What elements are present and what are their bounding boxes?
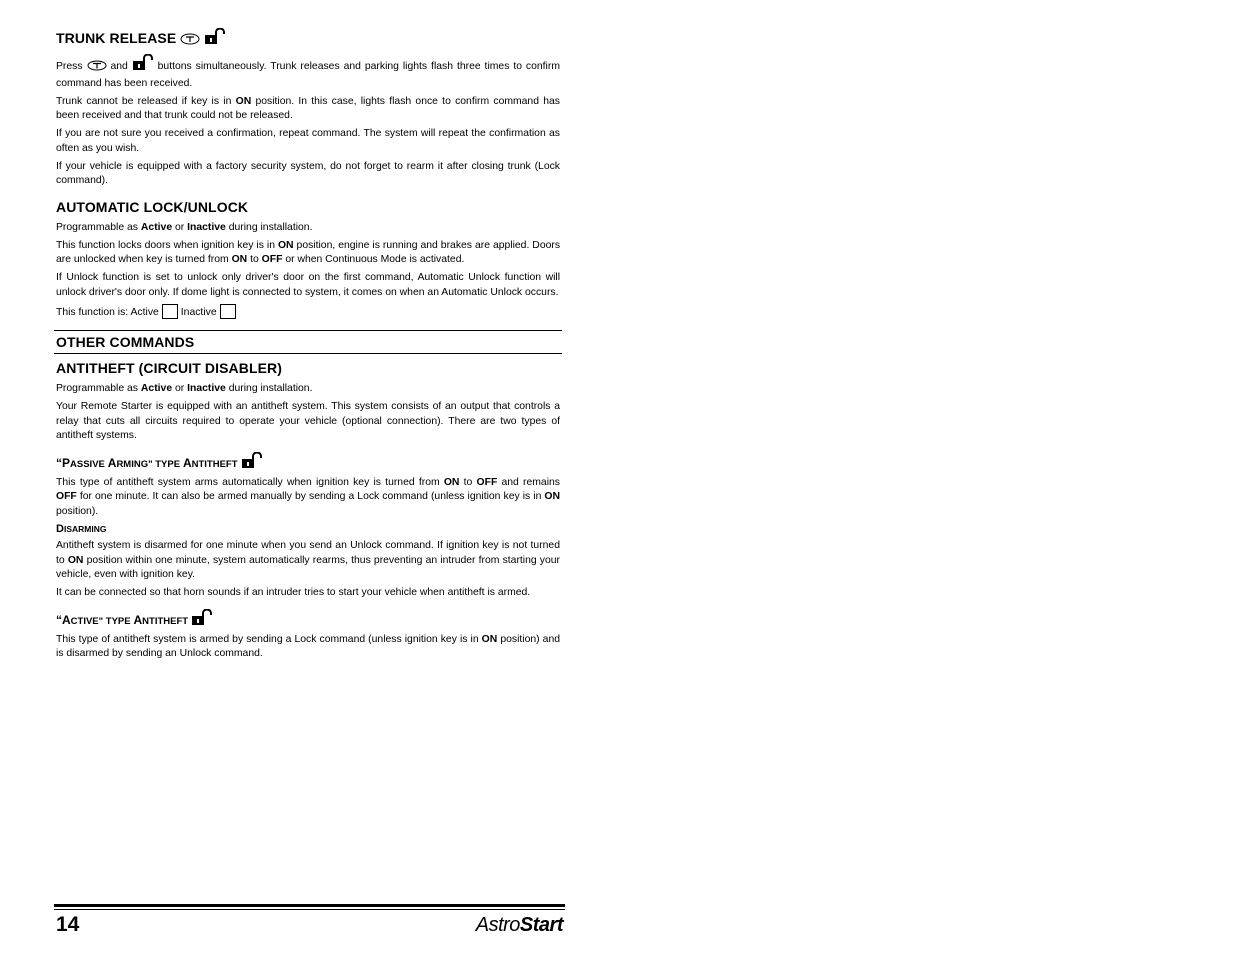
- brand-logo: AstroStart: [475, 914, 563, 936]
- trunk-button-icon: [180, 32, 200, 48]
- antitheft-paragraph-2: Your Remote Starter is equipped with an antitheft system. This system consists of an output that controls a relay that cuts all circuits required to operate your vehicle (optional connection). There are two types of antitheft systems.: [56, 401, 560, 441]
- trunk-paragraph-2: Trunk cannot be released if key is in ON position. In this case, lights flash once to confirm command has been received and that trunk could not be released.: [56, 95, 560, 121]
- disarming-paragraph-2: It can be connected so that horn sounds if an intruder tries to start your vehicle when antitheft is armed.: [56, 587, 531, 598]
- other-commands-section: [54, 330, 562, 354]
- unlock-padlock-icon: [204, 28, 226, 48]
- passive-arming-heading: “PASSIVE ARMING" TYPE ANTITHEFT: [56, 452, 560, 472]
- automatic-lock-heading: AUTOMATIC LOCK/UNLOCK: [56, 198, 249, 215]
- trunk-button-icon: [87, 60, 107, 77]
- page-number: 14: [56, 913, 80, 936]
- disarming-paragraph-1: Antitheft system is disarmed for one minute when you send an Unlock command. If ignition key is not turned to ON position within one minute, system automatically rearms, thus preventing an intruder from starting your vehicle, even with ignition key.: [56, 540, 561, 580]
- autolock-paragraph-3: If Unlock function is set to unlock only driver's door on the first command, Automatic Unlock function will unlock driver's door only. If dome light is connected to system, it comes on when an Automatic Unlock occurs.: [56, 272, 560, 298]
- antitheft-programmable: Programmable as Active or Inactive during installation.: [56, 383, 313, 394]
- unlock-padlock-icon: [241, 452, 263, 472]
- footer-rule-thin: [54, 909, 565, 910]
- page-footer: [54, 904, 565, 936]
- active-checkbox[interactable]: [162, 304, 178, 319]
- autolock-paragraph-2: This function locks doors when ignition key is in ON position, engine is running and brakes are applied. Doors are unlocked when key is turned from ON to OFF or when Continuous Mode is activated.: [56, 239, 561, 265]
- trunk-paragraph-1: Press and buttons simultaneously. Trunk releases and parking lights flash three times to confirm command has been received.: [56, 54, 560, 91]
- trunk-release-heading: TRUNK RELEASE: [56, 28, 560, 48]
- trunk-paragraph-4: If your vehicle is equipped with a factory security system, do not forget to rearm it after closing trunk (Lock command).: [56, 160, 560, 186]
- inactive-checkbox[interactable]: [220, 304, 236, 319]
- other-commands-heading: OTHER COMMANDS: [56, 334, 195, 350]
- disarming-heading: DISARMING: [56, 523, 107, 535]
- antitheft-heading: ANTITHEFT (CIRCUIT DISABLER): [56, 360, 282, 376]
- passive-paragraph-1: This type of antitheft system arms automatically when ignition key is turned from ON to OFF and remains OFF for one minute. It can also be armed manually by sending a Lock command (unless ignition key is in ON position).: [56, 476, 561, 517]
- active-paragraph-1: This type of antitheft system is armed by sending a Lock command (unless ignition key is in ON position) and is disarmed by sending an Unlock command.: [56, 633, 560, 659]
- trunk-paragraph-3: If you are not sure you received a confirmation, repeat command. The system will repeat the confirmation as often as you wish.: [56, 128, 560, 154]
- unlock-padlock-icon: [132, 54, 154, 77]
- footer-rule-thick: [54, 904, 565, 907]
- autolock-function-status: This function is: Active Inactive: [56, 304, 560, 321]
- active-type-heading: “ACTIVE" TYPE ANTITHEFT: [56, 609, 560, 629]
- page-column: [56, 28, 560, 665]
- autolock-programmable: Programmable as Active or Inactive during installation.: [56, 221, 313, 233]
- unlock-padlock-icon: [191, 609, 213, 629]
